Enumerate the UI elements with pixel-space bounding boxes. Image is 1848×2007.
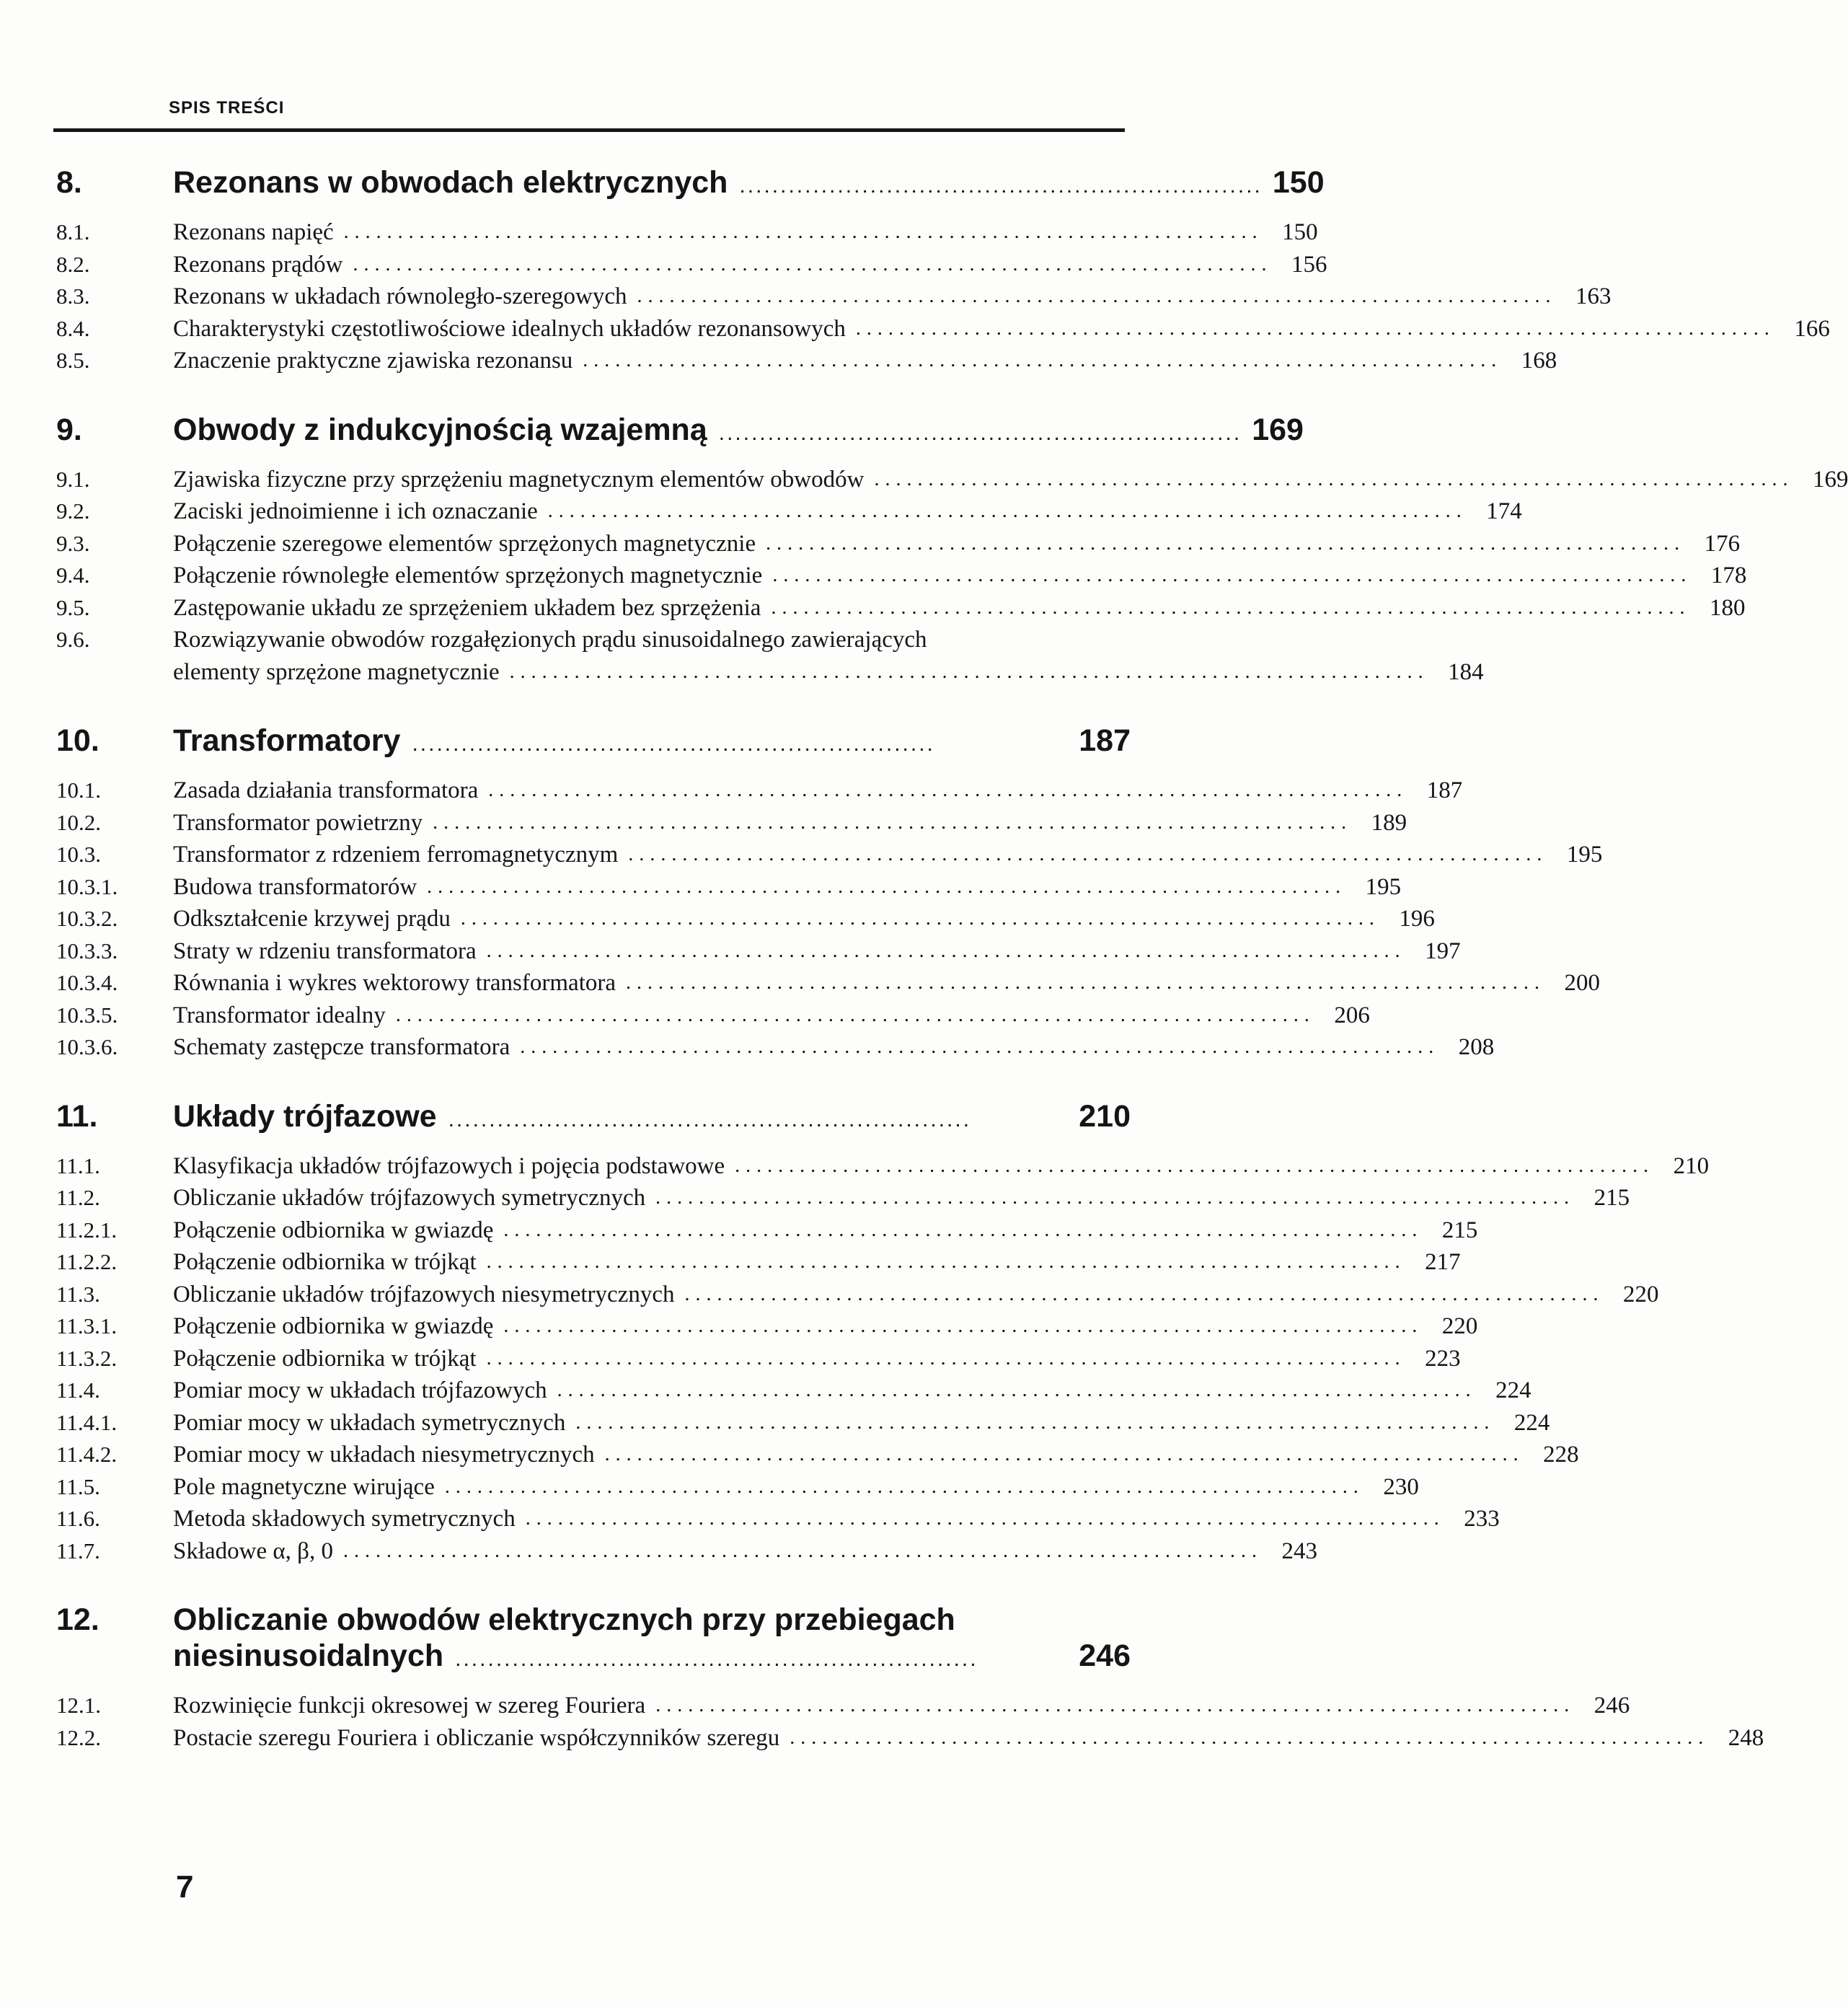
entry-title: Pomiar mocy w układach symetrycznych xyxy=(173,1409,566,1436)
entry-page: 246 xyxy=(1593,1693,1630,1719)
dot-leader: ..................................................................................... xyxy=(444,1475,1364,1498)
entry-title: Pomiar mocy w układach niesymetrycznych xyxy=(173,1442,595,1468)
dot-leader: ................................................................ xyxy=(455,1647,978,1671)
dot-leader: ..................................................................................... xyxy=(486,1346,1406,1369)
dot-leader: ..................................................................................... xyxy=(626,971,1545,994)
entry-title: Rezonans napięć xyxy=(173,219,334,245)
entry-page: 206 xyxy=(1334,1002,1370,1028)
entry-page: 230 xyxy=(1383,1473,1419,1500)
toc-entry[interactable] xyxy=(56,1439,1579,1471)
header-rule xyxy=(53,128,1125,132)
entry-title: Połączenie odbiornika w gwiazdę xyxy=(173,1313,494,1339)
entry-page: 220 xyxy=(1441,1313,1478,1339)
dot-leader: ..................................................................................... xyxy=(655,1694,1575,1716)
chapter-page: 169 xyxy=(1252,412,1304,447)
entry-page: 195 xyxy=(1365,873,1402,900)
entry-page: 228 xyxy=(1543,1442,1579,1468)
chapter-title: Układy trójfazowe xyxy=(173,1098,437,1134)
chapter-heading[interactable] xyxy=(56,1098,1131,1134)
toc-entry[interactable] xyxy=(56,216,1318,249)
chapter-title: Obwody z indukcyjnością wzajemną xyxy=(173,412,707,447)
dot-leader: ..................................................................................... xyxy=(509,660,1429,683)
dot-leader: ..................................................................................... xyxy=(525,1507,1445,1530)
entry-number: 11.3.1. xyxy=(56,1313,118,1338)
entry-number: 11.1. xyxy=(56,1152,100,1178)
entry-number: 8.5. xyxy=(56,348,90,373)
entry-number: 8.3. xyxy=(56,283,90,309)
toc-entry[interactable] xyxy=(56,1343,1461,1375)
entry-number: 11.2.1. xyxy=(56,1217,118,1243)
entry-page: 197 xyxy=(1425,938,1461,964)
toc-entry[interactable] xyxy=(56,1722,1764,1755)
entry-page: 189 xyxy=(1371,809,1407,836)
chapter-number: 11. xyxy=(56,1098,98,1134)
table-of-contents xyxy=(56,164,1848,1788)
toc-entry[interactable] xyxy=(56,807,1407,839)
dot-leader: ..................................................................................... xyxy=(547,500,1467,522)
entry-title: Transformator z rdzeniem ferromagnetycznym xyxy=(173,842,619,868)
dot-leader: ................................................................ xyxy=(412,732,935,756)
entry-number: 9.1. xyxy=(56,466,90,492)
entry-number: 12.1. xyxy=(56,1693,101,1718)
toc-entry[interactable] xyxy=(56,281,1612,313)
toc-entry[interactable] xyxy=(56,1503,1500,1535)
entry-page: 248 xyxy=(1728,1724,1764,1751)
entry-number: 10.3. xyxy=(56,842,101,867)
chapter-heading[interactable] xyxy=(56,723,1131,759)
chapter-page: 187 xyxy=(1079,723,1131,758)
dot-leader: ..................................................................................... xyxy=(520,1036,1440,1058)
entry-title: Zjawiska fizyczne przy sprzężeniu magnetycznym elementów obwodów xyxy=(173,466,865,493)
entry-page: 215 xyxy=(1593,1185,1630,1211)
dot-leader: ..................................................................................... xyxy=(637,285,1557,307)
entry-number: 10.3.5. xyxy=(56,1002,118,1028)
chapter-title: Rezonans w obwodach elektrycznych xyxy=(173,165,728,200)
toc-entry[interactable] xyxy=(56,1375,1531,1407)
entry-page: 180 xyxy=(1709,594,1746,621)
entry-number: 11.2.2. xyxy=(56,1249,118,1274)
entry-title: Rozwinięcie funkcji okresowej w szereg Fouriera xyxy=(173,1693,646,1719)
chapter-heading[interactable] xyxy=(56,1602,1131,1674)
toc-entry[interactable] xyxy=(56,839,1603,871)
chapter-title: Obliczanie obwodów elektrycznych przy przebiegach xyxy=(173,1602,955,1637)
entry-page: 233 xyxy=(1464,1506,1500,1532)
entry-number: 9.2. xyxy=(56,498,90,524)
entry-number: 11.4.2. xyxy=(56,1442,118,1467)
entry-title: Rozwiązywanie obwodów rozgałęzionych prądu sinusoidalnego zawierających xyxy=(173,627,927,653)
toc-entry[interactable] xyxy=(56,1310,1478,1343)
toc-entry[interactable] xyxy=(56,313,1830,345)
chapter-number: 12. xyxy=(56,1602,100,1637)
entry-number: 10.3.2. xyxy=(56,906,118,931)
toc-entry[interactable] xyxy=(56,1031,1495,1064)
entry-number: 9.5. xyxy=(56,594,90,620)
toc-entry[interactable] xyxy=(56,528,1741,560)
entry-page: 215 xyxy=(1441,1217,1478,1243)
entry-number: 11.7. xyxy=(56,1538,100,1563)
entry-page: 163 xyxy=(1575,283,1612,309)
entry-title: Transformator powietrzny xyxy=(173,809,423,836)
entry-number: 11.3. xyxy=(56,1281,100,1307)
entry-title: Składowe α, β, 0 xyxy=(173,1538,333,1564)
entry-title: Postacie szeregu Fouriera i obliczanie współczynników szeregu xyxy=(173,1724,780,1751)
dot-leader: ................................................................ xyxy=(718,420,1242,445)
entry-title: Metoda składowych symetrycznych xyxy=(173,1506,516,1532)
entry-page: 156 xyxy=(1291,251,1327,278)
toc-entry[interactable] xyxy=(56,592,1746,625)
entry-title: Równania i wykres wektorowy transformatora xyxy=(173,970,616,996)
chapter-9 xyxy=(56,412,1848,689)
entry-title: Straty w rdzeniu transformatora xyxy=(173,938,477,964)
entry-title: Rezonans prądów xyxy=(173,251,343,278)
toc-entry[interactable] xyxy=(56,1279,1659,1311)
entry-page: 196 xyxy=(1399,906,1435,932)
dot-leader: ..................................................................................... xyxy=(433,811,1353,834)
dot-leader: ..................................................................................... xyxy=(855,317,1775,340)
entry-number: 8.2. xyxy=(56,251,90,277)
entry-page: 169 xyxy=(1812,466,1848,493)
dot-leader: ..................................................................................... xyxy=(486,939,1406,962)
toc-entry[interactable] xyxy=(56,935,1461,968)
entry-title: Budowa transformatorów xyxy=(173,873,417,900)
toc-entry[interactable] xyxy=(56,464,1848,496)
entry-number: 11.2. xyxy=(56,1185,100,1210)
toc-entry[interactable] xyxy=(56,1246,1461,1279)
chapter-number: 8. xyxy=(56,165,82,200)
chapter-11 xyxy=(56,1098,1710,1568)
dot-leader: ..................................................................................... xyxy=(395,1003,1315,1026)
toc-entry[interactable] xyxy=(56,1471,1419,1504)
entry-page: 243 xyxy=(1281,1538,1317,1564)
chapter-title-continued: niesinusoidalnych xyxy=(173,1638,444,1673)
toc-entry[interactable] xyxy=(56,775,1463,807)
entry-number: 10.2. xyxy=(56,809,101,835)
chapter-heading[interactable] xyxy=(56,164,1325,200)
entry-number: 11.6. xyxy=(56,1506,100,1531)
entry-page: 200 xyxy=(1564,970,1600,996)
entry-title: Połączenie odbiornika w trójkąt xyxy=(173,1249,477,1275)
dot-leader: ..................................................................................... xyxy=(503,1218,1423,1241)
entry-title: Znaczenie praktyczne zjawiska rezonansu xyxy=(173,348,573,374)
toc-entry[interactable] xyxy=(56,1182,1630,1214)
toc-entry[interactable] xyxy=(56,967,1600,1000)
dot-leader: ..................................................................................... xyxy=(342,1539,1263,1562)
entry-title: Zaciski jednoimienne i ich oznaczanie xyxy=(173,498,538,524)
dot-leader: ..................................................................................... xyxy=(771,596,1691,619)
dot-leader: ..................................................................................... xyxy=(460,907,1380,930)
entry-page: 176 xyxy=(1704,530,1741,557)
entry-page: 150 xyxy=(1282,219,1318,245)
entry-title: Połączenie odbiornika w trójkąt xyxy=(173,1345,477,1372)
entry-page: 174 xyxy=(1486,498,1522,524)
dot-leader: ..................................................................................... xyxy=(735,1154,1655,1177)
entry-page: 187 xyxy=(1426,777,1463,803)
entry-title: Transformator idealny xyxy=(173,1002,386,1028)
running-header: SPIS TREŚCI xyxy=(169,98,285,118)
dot-leader: ..................................................................................... xyxy=(772,564,1692,586)
entry-title: Klasyfikacja układów trójfazowych i pojęcia podstawowe xyxy=(173,1152,725,1179)
entry-number: 11.4.1. xyxy=(56,1409,118,1435)
chapter-10 xyxy=(56,723,1603,1064)
entry-title: Schematy zastępcze transformatora xyxy=(173,1034,510,1060)
entry-page: 208 xyxy=(1458,1034,1495,1060)
toc-entry[interactable] xyxy=(56,871,1402,904)
entry-title: Odkształcenie krzywej prądu xyxy=(173,906,451,932)
toc-entry[interactable] xyxy=(56,249,1327,281)
entry-title: Obliczanie układów trójfazowych symetrycznych xyxy=(173,1185,646,1211)
entry-title: Połączenie równoległe elementów sprzężonych magnetycznie xyxy=(173,563,763,588)
dot-leader: ..................................................................................... xyxy=(575,1411,1495,1434)
entry-title: Charakterystyki częstotliwościowe idealnych układów rezonansowych xyxy=(173,315,846,342)
entry-number: 9.6. xyxy=(56,627,90,652)
chapter-page: 246 xyxy=(1079,1638,1131,1673)
entry-page: 168 xyxy=(1521,348,1557,374)
entry-title: Obliczanie układów trójfazowych niesymetrycznych xyxy=(173,1281,675,1307)
toc-entry[interactable] xyxy=(56,1214,1478,1247)
toc-entry[interactable] xyxy=(56,1535,1317,1568)
entry-title: Zastępowanie układu ze sprzężeniem układem bez sprzężenia xyxy=(173,594,761,621)
chapter-page: 150 xyxy=(1272,165,1325,200)
entry-page: 178 xyxy=(1710,563,1747,588)
toc-entry[interactable] xyxy=(56,1000,1370,1032)
toc-entry[interactable] xyxy=(56,903,1435,935)
entry-page: 166 xyxy=(1794,315,1830,342)
dot-leader: ..................................................................................... xyxy=(655,1186,1575,1209)
entry-number: 9.3. xyxy=(56,530,90,556)
entry-number: 12.2. xyxy=(56,1724,101,1750)
dot-leader: ..................................................................................... xyxy=(874,467,1794,490)
toc-entry[interactable] xyxy=(56,1690,1630,1722)
chapter-page: 210 xyxy=(1079,1098,1131,1134)
entry-page: 224 xyxy=(1513,1409,1550,1436)
dot-leader: ..................................................................................... xyxy=(488,779,1408,801)
entry-title: Pole magnetyczne wirujące xyxy=(173,1473,435,1500)
toc-entry[interactable] xyxy=(56,495,1522,528)
entry-number: 10.3.3. xyxy=(56,938,118,963)
entry-number: 10.1. xyxy=(56,777,101,803)
dot-leader: ..................................................................................... xyxy=(557,1379,1477,1401)
entry-number: 8.1. xyxy=(56,219,90,244)
entry-title: Rezonans w układach równoległo-szeregowych xyxy=(173,283,627,309)
chapter-number: 9. xyxy=(56,412,82,447)
dot-leader: ..................................................................................... xyxy=(684,1282,1604,1305)
entry-page: 217 xyxy=(1425,1249,1461,1275)
entry-number: 8.4. xyxy=(56,315,90,341)
dot-leader: ..................................................................................... xyxy=(503,1315,1423,1337)
entry-page: 223 xyxy=(1425,1345,1461,1372)
entry-page: 210 xyxy=(1673,1152,1710,1179)
entry-title: Połączenie szeregowe elementów sprzężonych magnetycznie xyxy=(173,530,756,557)
chapter-number: 10. xyxy=(56,723,100,758)
dot-leader: ..................................................................................... xyxy=(343,221,1263,243)
chapter-heading[interactable] xyxy=(56,412,1304,448)
dot-leader: ..................................................................................... xyxy=(628,843,1548,865)
chapter-title: Transformatory xyxy=(173,723,401,758)
dot-leader: ..................................................................................... xyxy=(766,531,1686,555)
entry-title-continued: elementy sprzężone magnetycznie xyxy=(173,658,500,685)
dot-leader: ................................................................ xyxy=(448,1107,972,1132)
entry-title: Pomiar mocy w układach trójfazowych xyxy=(173,1377,547,1403)
dot-leader: ..................................................................................... xyxy=(353,252,1273,275)
dot-leader: ..................................................................................... xyxy=(486,1250,1406,1273)
entry-number: 9.4. xyxy=(56,563,90,588)
entry-number: 10.3.1. xyxy=(56,873,118,899)
chapter-8 xyxy=(56,164,1830,377)
dot-leader: ................................................................ xyxy=(739,174,1263,198)
entry-number: 10.3.4. xyxy=(56,970,118,995)
dot-leader: ..................................................................................... xyxy=(790,1726,1710,1749)
page-number: 7 xyxy=(176,1869,194,1905)
toc-entry[interactable] xyxy=(56,1150,1710,1183)
dot-leader: ..................................................................................... xyxy=(427,875,1347,898)
entry-page: 184 xyxy=(1448,658,1484,685)
entry-number: 11.4. xyxy=(56,1377,100,1403)
entry-page: 195 xyxy=(1566,842,1603,868)
entry-number: 11.3.2. xyxy=(56,1345,118,1371)
entry-title: Połączenie odbiornika w gwiazdę xyxy=(173,1217,494,1243)
toc-entry[interactable] xyxy=(56,624,1484,688)
chapter-12 xyxy=(56,1602,1764,1754)
entry-title: Zasada działania transformatora xyxy=(173,777,479,803)
entry-number: 11.5. xyxy=(56,1473,100,1499)
dot-leader: ..................................................................................... xyxy=(604,1443,1524,1465)
entry-page: 220 xyxy=(1622,1281,1659,1307)
toc-entry[interactable] xyxy=(56,560,1747,592)
dot-leader: ..................................................................................... xyxy=(583,349,1503,371)
entry-number: 10.3.6. xyxy=(56,1034,118,1059)
toc-entry[interactable] xyxy=(56,345,1557,377)
toc-entry[interactable] xyxy=(56,1407,1550,1439)
entry-page: 224 xyxy=(1495,1377,1531,1403)
